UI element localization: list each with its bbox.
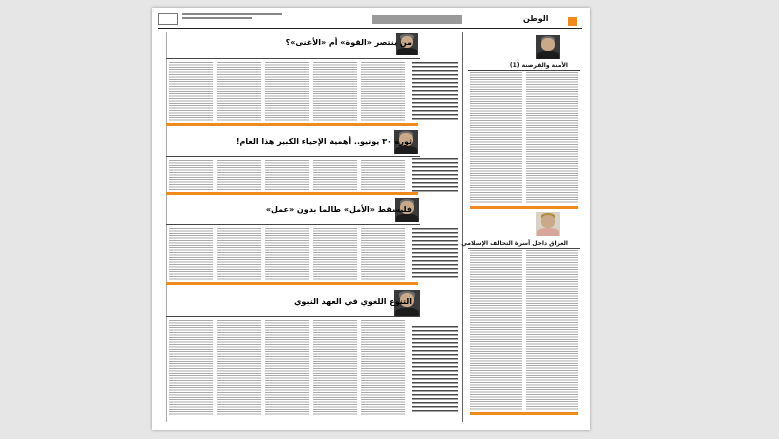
brand-mark-icon [568,17,577,26]
article-headline[interactable]: التنوع اللغوي في العهد النبوي [294,297,412,306]
pull-quote-column [412,228,458,280]
article-text-column [217,62,261,122]
newspaper-page [152,8,590,430]
article-text-column [169,62,213,122]
sidebar-text-column [470,72,522,204]
article-text-column [361,160,405,190]
headline-rule [166,58,420,59]
article-text-column [361,62,405,122]
article-text-column [313,62,357,122]
article-text-column [361,320,405,416]
sidebar-headline[interactable]: الأمنة والقرصنة (1) [509,62,568,69]
article-text-column [313,320,357,416]
article-text-column [217,228,261,280]
headline-rule [166,316,420,317]
sidebar-text-column [470,250,522,410]
article-text-column [169,228,213,280]
article-accent-bar [166,123,418,126]
logo-icon [158,13,178,25]
article-text-column [361,228,405,280]
page-edge-divider [166,32,167,422]
headline-rule [166,156,420,157]
article-text-column [217,160,261,190]
article-text-column [217,320,261,416]
pull-quote-column [412,158,458,192]
article-headline[interactable]: فليسقط «الأمل» طالما بدون «عمل» [265,205,412,214]
headline-rule [166,224,420,225]
article-text-column [265,160,309,190]
column-divider [462,32,463,422]
article-accent-bar [166,282,418,285]
brand-name: الوطن [523,14,549,23]
article-text-column [169,320,213,416]
sidebar-accent-bar [470,206,578,209]
article-text-column [265,228,309,280]
columnist-photo [536,212,560,236]
sidebar-rule [468,248,580,249]
issue-meta [182,13,282,23]
section-banner [372,15,462,24]
article-accent-bar [166,192,418,195]
sidebar-text-column [526,250,578,410]
masthead-rule [158,28,582,29]
sidebar-headline[interactable]: العراق داخل أسرة التحالف الإسلامي [461,240,568,247]
article-text-column [169,160,213,190]
sidebar-rule [468,70,580,71]
article-headline[interactable]: من ينتصر «القوة» أم «الأغنى»؟ [285,38,412,47]
sidebar-accent-bar [470,412,578,415]
article-headline[interactable]: ثورة ٣٠ يونيو.. أهمية الإحياء الكبير هذا العام! [235,137,412,146]
columnist-photo [536,35,560,59]
pull-quote-column [412,62,458,120]
sidebar-text-column [526,72,578,204]
article-text-column [265,62,309,122]
article-text-column [313,228,357,280]
article-text-column [265,320,309,416]
pull-quote-column [412,326,458,414]
article-text-column [313,160,357,190]
